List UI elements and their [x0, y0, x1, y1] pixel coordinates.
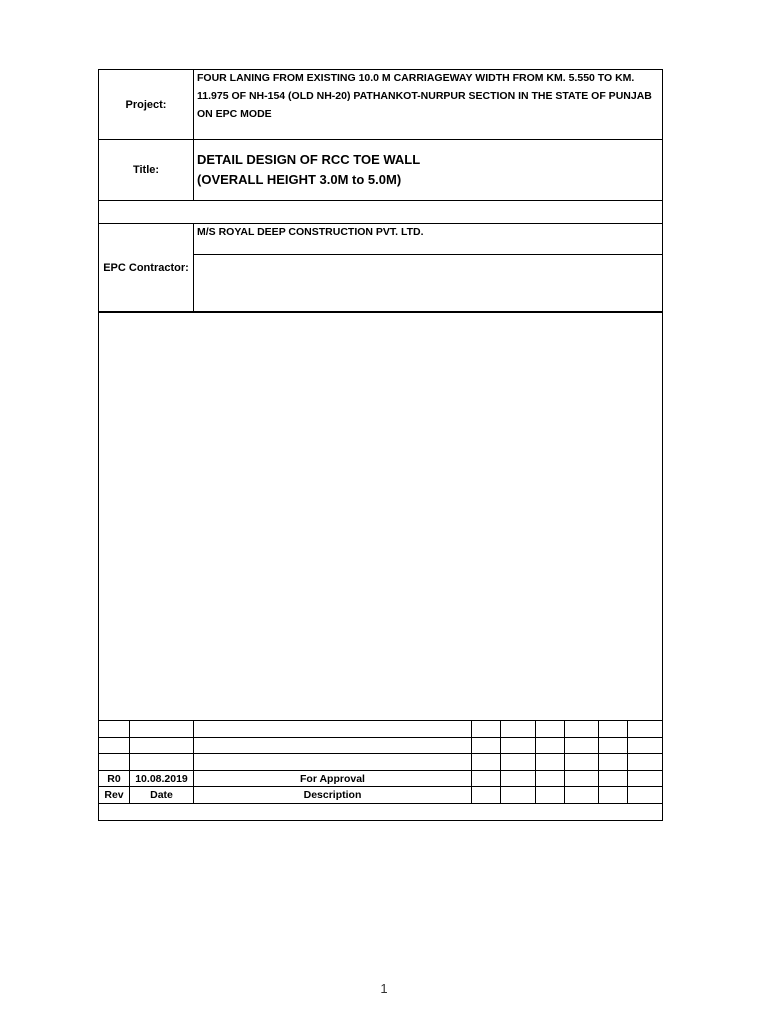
page-number: 1 — [380, 981, 388, 996]
project-label: Project: — [125, 98, 167, 111]
rev-col-divider — [627, 720, 628, 803]
rev-col-divider — [500, 720, 501, 803]
date-cell — [130, 738, 193, 753]
title-line-2: (OVERALL HEIGHT 3.0M to 5.0M) — [197, 172, 402, 187]
contractor-label: EPC Contractor: — [103, 261, 189, 274]
rev-cell — [99, 754, 129, 770]
date-cell — [130, 721, 193, 737]
rev-header: Rev — [104, 789, 124, 801]
rev-row-divider — [98, 803, 663, 804]
description-cell: For Approval — [300, 772, 365, 785]
date-cell — [130, 754, 193, 770]
title-label: Title: — [132, 164, 160, 176]
date-header: Date — [150, 789, 173, 801]
description-cell — [194, 721, 471, 737]
title-block — [194, 150, 662, 194]
description-cell — [194, 738, 471, 753]
rev-col-divider — [564, 720, 565, 803]
title-line-1: DETAIL DESIGN OF RCC TOE WALL — [197, 152, 421, 167]
rev-cell — [99, 721, 129, 737]
row-divider-thick — [98, 311, 663, 313]
description-cell — [194, 754, 471, 770]
project-description: FOUR LANING FROM EXISTING 10.0 M CARRIAGEWAY WIDTH FROM KM. 5.550 TO KM. 11.975 OF NH-154 (OLD NH-20) PATHANKOT-NURPUR SECTION IN THE STATE OF PUNJAB ON EPC MODE — [197, 72, 652, 120]
rev-cell: R0 — [107, 772, 121, 785]
date-cell: 10.08.2019 — [135, 772, 188, 785]
row-divider — [193, 254, 663, 255]
rev-col-divider — [471, 720, 472, 803]
row-divider — [98, 200, 663, 201]
description-header: Description — [303, 789, 362, 801]
rev-cell — [99, 738, 129, 753]
rev-col-divider — [598, 720, 599, 803]
contractor-name: M/S ROYAL DEEP CONSTRUCTION PVT. LTD. — [197, 226, 424, 238]
rev-col-divider — [535, 720, 536, 803]
